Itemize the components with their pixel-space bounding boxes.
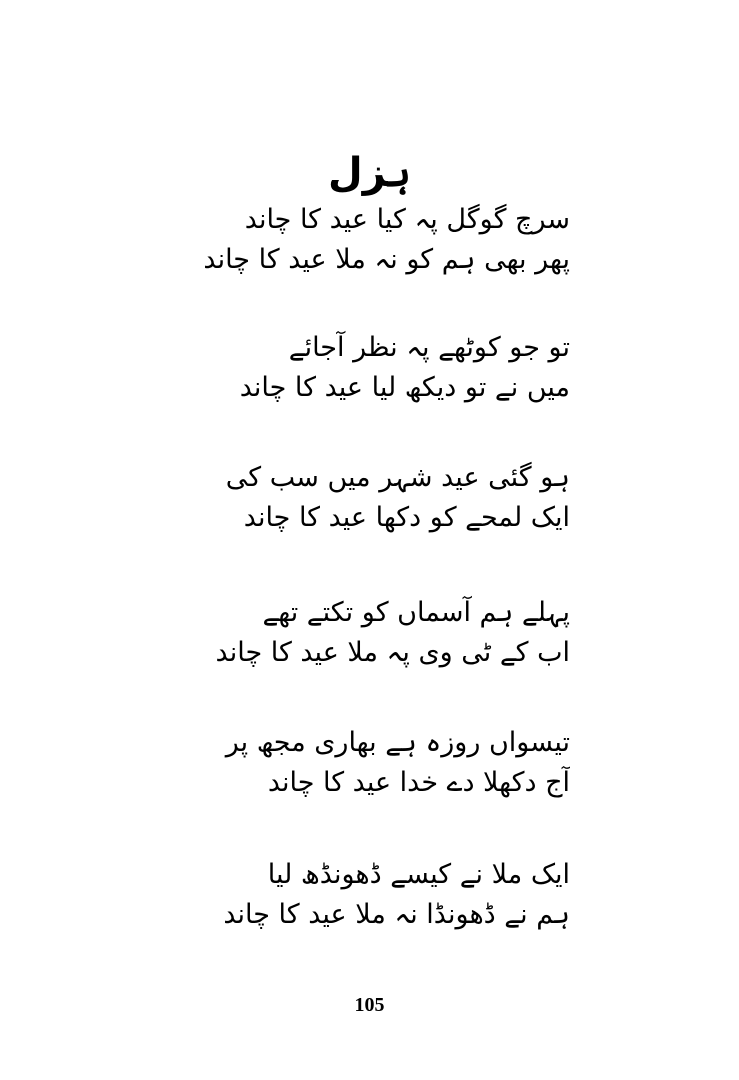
verse-line: ایک ملا نے کیسے ڈھونڈھ لیا: [267, 859, 570, 890]
stanza-2: [170, 328, 570, 408]
stanza-6: [170, 855, 570, 935]
page-number: 105: [354, 994, 385, 1016]
verse-line: ہم نے ڈھونڈا نہ ملا عید کا چاند: [223, 899, 570, 930]
verse-line: ایک لمحے کو دکھا عید کا چاند: [243, 502, 570, 533]
stanza-3: [170, 458, 570, 538]
poem-title: ہزل: [327, 150, 412, 196]
stanza-5: [170, 723, 570, 803]
verse-line: ہو گئی عید شہر میں سب کی: [225, 462, 570, 493]
stanza-4: [170, 593, 570, 673]
stanza-1: [170, 200, 570, 280]
verse-line: میں نے تو دیکھ لیا عید کا چاند: [239, 372, 570, 403]
verse-line: آج دکھلا دے خدا عید کا چاند: [267, 767, 570, 798]
verse-line: سرچ گوگل پہ کیا عید کا چاند: [244, 204, 570, 235]
verse-line: پھر بھی ہم کو نہ ملا عید کا چاند: [203, 244, 570, 275]
verse-line: اب کے ٹی وی پہ ملا عید کا چاند: [215, 637, 570, 668]
verse-line: تو جو کوٹھے پہ نظر آجائے: [288, 332, 570, 363]
verse-line: تیسواں روزہ ہے بھاری مجھ پر: [225, 727, 570, 758]
verse-line: پہلے ہم آسماں کو تکتے تھے: [262, 597, 570, 628]
